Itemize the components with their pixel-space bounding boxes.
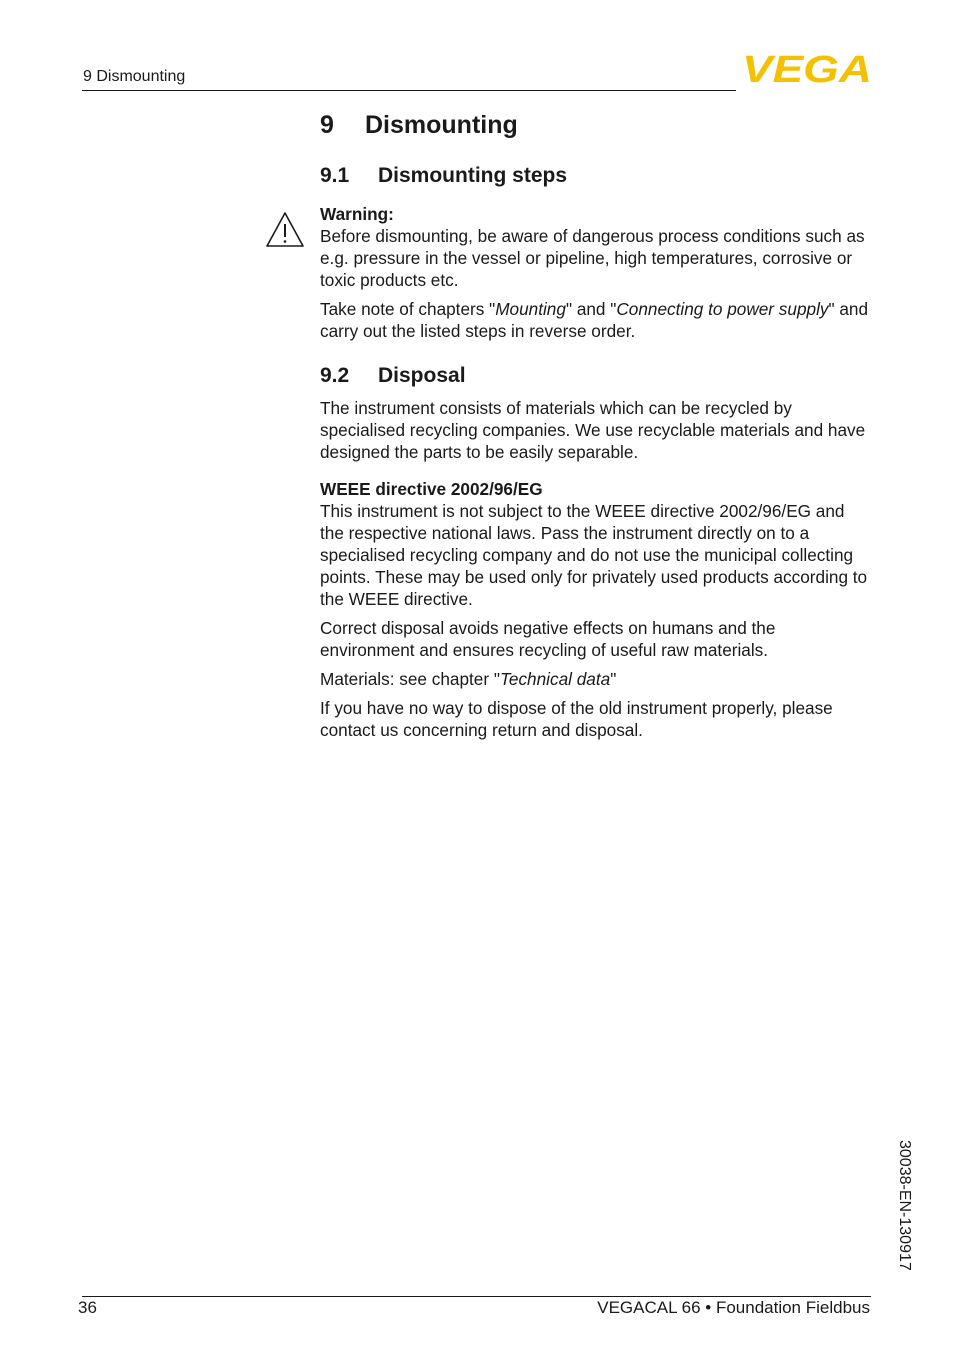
section-heading-disposal: [320, 364, 466, 388]
note-text: " and carry out the listed steps in reverse order.: [320, 299, 869, 341]
section-heading-dismounting-steps: [320, 164, 567, 188]
document-code: 30038-EN-130917: [896, 1140, 913, 1271]
chapter-heading: [320, 111, 518, 140]
materials-text: Materials: see chapter ": [320, 669, 500, 689]
svg-text:VEGA: VEGA: [742, 52, 872, 84]
chapter-number: 9: [320, 111, 334, 139]
section-number: 9.2: [320, 364, 350, 387]
materials-text: ": [610, 669, 617, 689]
chapter-title: Dismounting: [365, 111, 518, 139]
vega-logo: [742, 52, 872, 84]
warning-block: [320, 203, 872, 342]
materials-reference: [320, 668, 872, 690]
warning-text: Before dismounting, be aware of dangerous process conditions such as e.g. pressure in the vessel or pipeline, high temperatures, corrosive or toxic products etc.: [320, 226, 865, 290]
note-text: Take note of chapters ": [320, 299, 496, 319]
disposal-intro: The instrument consists of materials which can be recycled by specialised recycling companies. We use recyclable materials and have designed the parts to be easily separable.: [320, 398, 866, 462]
correct-disposal-text: Correct disposal avoids negative effects on humans and the environment and ensures recycling of useful raw materials.: [320, 618, 776, 660]
section-title: Dismounting steps: [378, 164, 568, 187]
contact-text: If you have no way to dispose of the old instrument properly, please contact us concerning return and disposal.: [320, 698, 833, 740]
running-head: 9 Dismounting: [83, 68, 186, 85]
chapter-reference-note: [320, 298, 872, 342]
document-title: VEGACAL 66 • Foundation Fieldbus: [597, 1298, 870, 1317]
header-rule: [82, 90, 736, 91]
weee-heading: WEEE directive 2002/96/EG: [320, 479, 543, 499]
page-number: 36: [78, 1298, 97, 1317]
weee-text: This instrument is not subject to the WEEE directive 2002/96/EG and the respective national laws. Pass the instrument directly on to a specialised recycling company and do not use the municipal collecting points. These may be used only for privately used products according to the WEEE directive.: [320, 501, 868, 609]
note-text: " and ": [565, 299, 617, 319]
reference-connecting: Connecting to power supply: [616, 299, 829, 319]
reference-mounting: Mounting: [495, 299, 566, 319]
warning-label: Warning:: [320, 204, 394, 224]
disposal-block: [320, 397, 872, 741]
section-title: Disposal: [378, 364, 466, 387]
reference-technical-data: Technical data: [499, 669, 611, 689]
footer-rule: [82, 1296, 871, 1297]
warning-triangle-icon: [265, 211, 305, 248]
section-number: 9.1: [320, 164, 350, 187]
